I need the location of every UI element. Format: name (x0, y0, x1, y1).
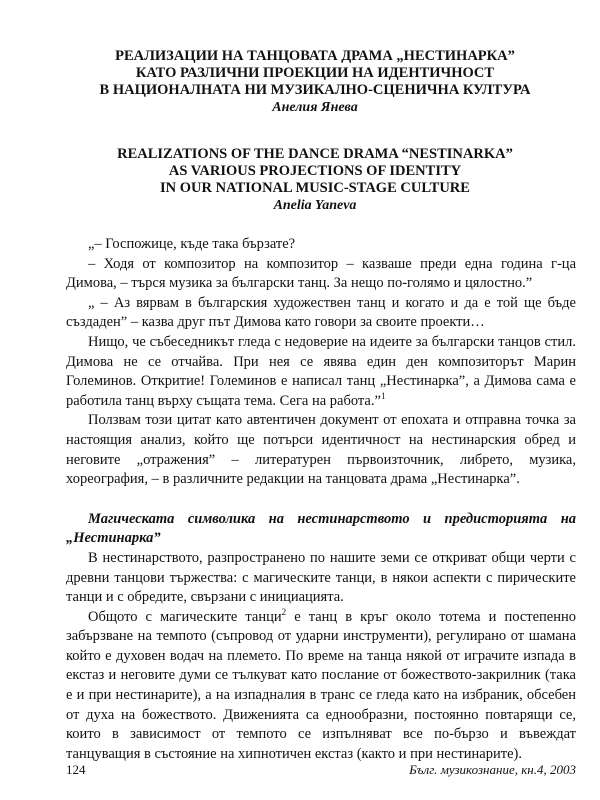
section-heading: Магическата символика на нестинарството и предисторията на „Нестинарка” (66, 510, 576, 547)
journal-reference: Бълг. музикознание, кн.4, 2003 (409, 762, 576, 777)
title-en-line-1: REALIZATIONS OF THE DANCE DRAMA “NESTINARKA” (117, 146, 513, 162)
paragraph-text: е танц в кръг около тотема и постепенно забързване на темпото (съпровод от ударни инструменти), регулирано от шамана който е духовен водач на племето. По време на танца някой от играчите изпада в екстаз и неговите думи се тълкуват като послание от божеството-закрилник (така е и при нестинарите), а на изпадналия в транс се гледа като на избраник, обсебен от духа на божеството. Движенията са еднообразни, постоянно повтарящи се, които в зависимост от темпото се изпълняват все по-бързо и въвеждат танцуващия в състояние на хипнотичен екстаз (както и при нестинарите). (66, 608, 576, 762)
title-bg-line-2: КАТО РАЗЛИЧНИ ПРОЕКЦИИ НА ИДЕНТИЧНОСТ (135, 65, 495, 81)
paragraph: – Ходя от композитор на композитор – казваше преди една година г-ца Димова, – търся музика за български танц. За нещо по-голямо и цялостно.” (66, 255, 576, 292)
article-body (66, 235, 576, 764)
paragraph: „– Госпожице, къде така бързате? (88, 236, 296, 252)
title-en-line-3: IN OUR NATIONAL MUSIC-STAGE CULTURE (160, 180, 470, 196)
title-block-english (60, 146, 570, 214)
paragraph: Ползвам този цитат като автентичен документ от епохата и отправна точка за настоящия анализ, който ще потърси идентичност на нестинарския обред и неговите „отражения” – литературен първоизточник, либрето, музика, хореография, – в различните редакции на танцовата драма „Нестинарка”. (66, 412, 576, 488)
author-bg: Анелия Янева (272, 100, 358, 115)
title-bg-line-1: РЕАЛИЗАЦИИ НА ТАНЦОВАТА ДРАМА „НЕСТИНАРКА” (115, 48, 515, 64)
title-block-bulgarian (60, 48, 570, 116)
footnote-marker: 1 (380, 390, 386, 401)
paragraph-text: Нищо, че събеседникът гледа с недоверие на идеите за български танцов стил. Димова не се отчайва. При нея се явява един ден композиторът Марин Големинов. Откритие! Големинов е написал танц „Нестинарка”, а Димова сама е работила танц върху същата тема. Сега на работа.” (66, 333, 576, 409)
paragraph: В нестинарството, разпространено по нашите земи се откриват общи черти с древни танцови тържества: с магическите танци, в някои аспекти с пирическите танци и с обредите, свързани с инициацията. (66, 549, 576, 606)
paragraph-text: Общото с магическите танци (88, 608, 282, 625)
paragraph (66, 333, 576, 411)
author-en: Anelia Yaneva (273, 198, 357, 213)
footnote-marker: 2 (281, 606, 287, 617)
paragraph: „ – Аз вярвам в българския художествен танц и когато и да е той ще бъде създаден” – казва друг път Димова като говори за своите проекти… (66, 294, 576, 331)
title-bg-line-3: В НАЦИОНАЛНАТА НИ МУЗИКАЛНО-СЦЕНИЧНА КУЛТУРА (99, 82, 531, 98)
title-en-line-2: AS VARIOUS PROJECTIONS OF IDENTITY (168, 163, 462, 179)
paragraph (66, 608, 576, 765)
page-number: 124 (66, 762, 86, 777)
